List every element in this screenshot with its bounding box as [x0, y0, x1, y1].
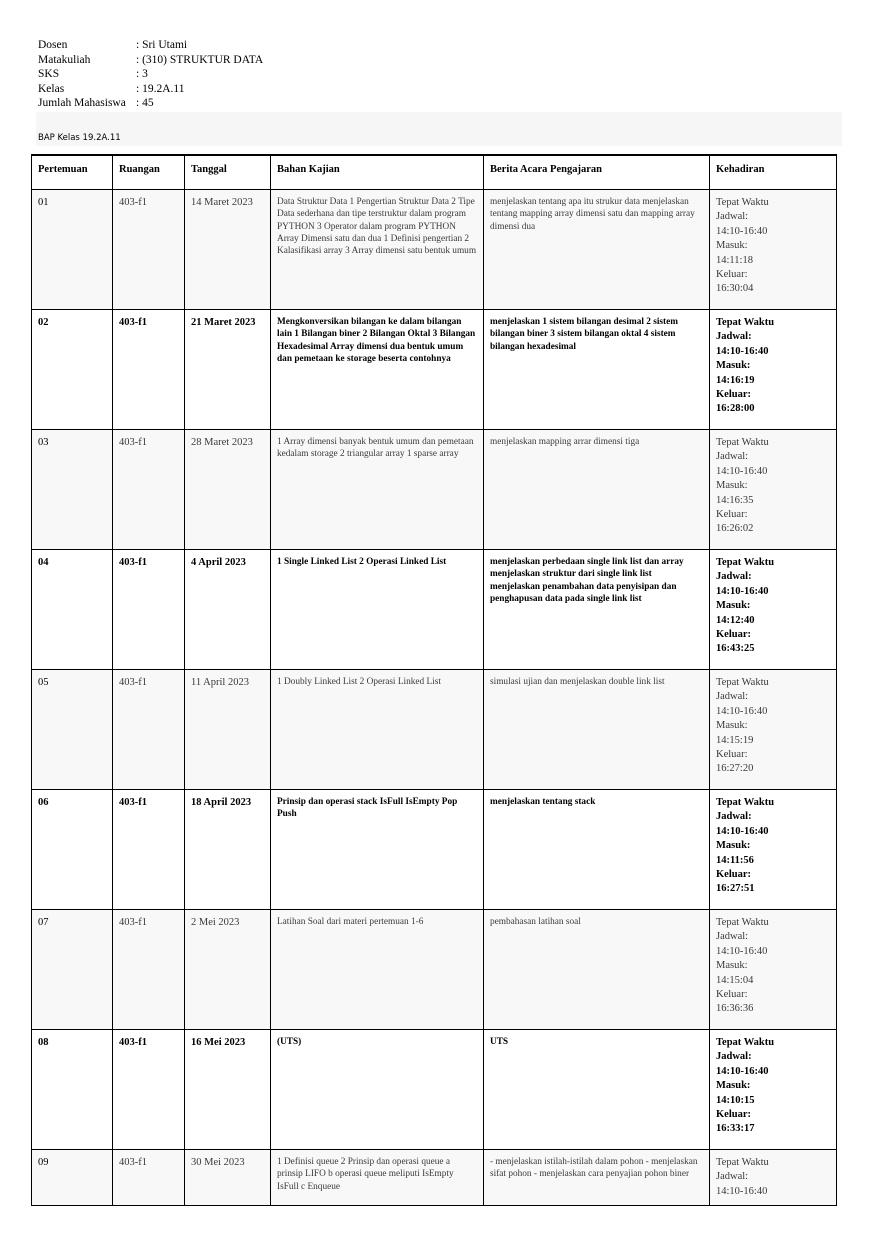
cell-ruangan: 403-f1: [113, 430, 185, 550]
bap-table: [31, 154, 837, 1206]
attendance-line: Masuk:: [716, 480, 748, 492]
cell-ruangan: 403-f1: [113, 670, 185, 790]
attendance-line: 14:10:15: [716, 1094, 755, 1106]
attendance-line: 16:43:25: [716, 643, 755, 655]
cell-tanggal: 21 Maret 2023: [185, 310, 271, 430]
attendance-line: Tepat Waktu: [716, 1037, 775, 1048]
cell-pertemuan: 08: [32, 1030, 113, 1150]
attendance-line: Tepat Waktu: [716, 917, 769, 928]
cell-kehadiran: [710, 910, 837, 1030]
cell-kehadiran: [710, 430, 837, 550]
cell-tanggal: 2 Mei 2023: [185, 910, 271, 1030]
cell-bahan-kajian: 1 Definisi queue 2 Prinsip dan operasi queue a prinsip LIFO b operasi queue meliputi IsEmpty IsFull c Enqueue: [271, 1150, 484, 1206]
info-label: Jumlah Mahasiswa: [38, 97, 126, 110]
info-label: Matakuliah: [38, 53, 91, 66]
table-header-row: [32, 155, 837, 190]
attendance-line: Jadwal:: [716, 211, 749, 223]
attendance-line: Tepat Waktu: [716, 797, 775, 808]
cell-berita-acara: pembahasan latihan soal: [484, 910, 710, 1030]
attendance-line: 14:10-16:40: [716, 345, 769, 357]
cell-bahan-kajian: 1 Single Linked List 2 Operasi Linked List: [271, 550, 484, 670]
cell-ruangan: 403-f1: [113, 1030, 185, 1150]
attendance-line: Masuk:: [716, 840, 751, 852]
cell-kehadiran: [710, 670, 837, 790]
attendance-line: Keluar:: [716, 749, 748, 761]
attendance-line: Keluar:: [716, 269, 748, 281]
attendance-line: Masuk:: [716, 240, 748, 252]
attendance-line: 14:10-16:40: [716, 225, 768, 237]
attendance-line: Masuk:: [716, 360, 751, 372]
table-row: [32, 550, 837, 670]
attendance-line: Keluar:: [716, 869, 751, 881]
attendance-line: 16:28:00: [716, 403, 755, 415]
cell-berita-acara: menjelaskan 1 sistem bilangan desimal 2 sistem bilangan biner 3 sistem bilangan oktal 4 sistem bilangan hexadesimal: [484, 310, 710, 430]
info-label: SKS: [38, 68, 60, 81]
attendance-line: Masuk:: [716, 1080, 751, 1092]
cell-ruangan: 403-f1: [113, 790, 185, 910]
cell-kehadiran: [710, 310, 837, 430]
attendance-line: 14:15:04: [716, 974, 754, 986]
attendance-line: 14:10-16:40: [716, 945, 768, 957]
attendance-line: Jadwal:: [716, 331, 752, 343]
cell-bahan-kajian: Prinsip dan operasi stack IsFull IsEmpty Pop Push: [271, 790, 484, 910]
attendance-line: Keluar:: [716, 989, 748, 1001]
attendance-line: Jadwal:: [716, 1051, 752, 1063]
attendance-line: Jadwal:: [716, 1171, 749, 1183]
attendance-line: Jadwal:: [716, 451, 749, 463]
info-row: [38, 38, 263, 53]
attendance-line: 16:27:20: [716, 763, 754, 775]
col-header-ruangan: Ruangan: [113, 155, 185, 190]
attendance-line: Tepat Waktu: [716, 317, 775, 328]
table-row: [32, 310, 837, 430]
cell-bahan-kajian: Latihan Soal dari materi pertemuan 1-6: [271, 910, 484, 1030]
info-value: : 45: [136, 97, 154, 110]
cell-tanggal: 11 April 2023: [185, 670, 271, 790]
attendance-line: 14:10-16:40: [716, 1065, 769, 1077]
table-row: [32, 670, 837, 790]
info-row: [38, 53, 263, 68]
attendance-line: Jadwal:: [716, 931, 749, 943]
attendance-line: Masuk:: [716, 600, 751, 612]
col-header-kehadiran: Kehadiran: [710, 155, 837, 190]
attendance-line: Jadwal:: [716, 571, 752, 583]
col-header-berita-acara: Berita Acara Pengajaran: [484, 155, 710, 190]
attendance-line: Masuk:: [716, 960, 748, 972]
cell-pertemuan: 05: [32, 670, 113, 790]
cell-kehadiran: [710, 550, 837, 670]
attendance-line: Masuk:: [716, 720, 748, 732]
cell-berita-acara: menjelaskan tentang stack: [484, 790, 710, 910]
cell-pertemuan: 09: [32, 1150, 113, 1206]
attendance-line: 16:30:04: [716, 283, 754, 295]
info-row: [38, 96, 263, 111]
info-value: : 3: [136, 68, 148, 81]
cell-tanggal: 14 Maret 2023: [185, 190, 271, 310]
cell-pertemuan: 06: [32, 790, 113, 910]
cell-bahan-kajian: 1 Doubly Linked List 2 Operasi Linked List: [271, 670, 484, 790]
cell-kehadiran: [710, 190, 837, 310]
section-title: BAP Kelas 19.2A.11: [38, 133, 121, 143]
attendance-line: 14:10-16:40: [716, 825, 769, 837]
attendance-line: 16:36:36: [716, 1003, 754, 1015]
cell-pertemuan: 02: [32, 310, 113, 430]
cell-pertemuan: 04: [32, 550, 113, 670]
attendance-line: Tepat Waktu: [716, 437, 769, 448]
cell-kehadiran: [710, 1150, 837, 1206]
attendance-line: 14:11:56: [716, 854, 754, 866]
info-row: [38, 67, 263, 82]
cell-tanggal: 16 Mei 2023: [185, 1030, 271, 1150]
info-label: Kelas: [38, 82, 65, 95]
attendance-line: 16:33:17: [716, 1123, 755, 1135]
cell-ruangan: 403-f1: [113, 310, 185, 430]
cell-ruangan: 403-f1: [113, 1150, 185, 1206]
cell-berita-acara: simulasi ujian dan menjelaskan double link list: [484, 670, 710, 790]
col-header-pertemuan: Pertemuan: [32, 155, 113, 190]
info-value: : (310) STRUKTUR DATA: [136, 53, 264, 66]
cell-ruangan: 403-f1: [113, 910, 185, 1030]
attendance-line: Tepat Waktu: [716, 1157, 769, 1168]
attendance-line: 14:16:35: [716, 494, 754, 506]
table-row: [32, 1030, 837, 1150]
header-band: [36, 112, 842, 146]
cell-berita-acara: menjelaskan tentang apa itu strukur data menjelaskan tentang mapping array dimensi satu dan mapping array dimensi dua: [484, 190, 710, 310]
attendance-line: 14:12:40: [716, 614, 755, 626]
cell-bahan-kajian: Data Struktur Data 1 Pengertian Struktur Data 2 Tipe Data sederhana dan tipe terstruktur dalam program PYTHON 3 Operator dalam program PYTHON Array Dimensi satu dan dua 1 Definisi pengertian 2 Kalasifikasi array 3 Array dimensi satu bentuk umum: [271, 190, 484, 310]
attendance-line: Keluar:: [716, 629, 751, 641]
table-row: [32, 430, 837, 550]
attendance-line: 14:10-16:40: [716, 1185, 768, 1197]
attendance-line: 14:15:19: [716, 734, 754, 746]
cell-bahan-kajian: (UTS): [271, 1030, 484, 1150]
table-row: [32, 190, 837, 310]
cell-ruangan: 403-f1: [113, 550, 185, 670]
table-row: [32, 790, 837, 910]
attendance-line: Jadwal:: [716, 811, 752, 823]
attendance-line: 14:11:18: [716, 254, 753, 266]
cell-tanggal: 18 April 2023: [185, 790, 271, 910]
cell-tanggal: 4 April 2023: [185, 550, 271, 670]
attendance-line: Keluar:: [716, 389, 751, 401]
col-header-bahan-kajian: Bahan Kajian: [271, 155, 484, 190]
attendance-line: 14:10-16:40: [716, 705, 768, 717]
cell-ruangan: 403-f1: [113, 190, 185, 310]
attendance-line: 16:26:02: [716, 523, 754, 535]
cell-berita-acara: menjelaskan perbedaan single link list dan array menjelaskan struktur dari single link list menjelaskan penambahan data penyisipan dan penghapusan data pada single link list: [484, 550, 710, 670]
attendance-line: Keluar:: [716, 1109, 751, 1121]
attendance-line: Tepat Waktu: [716, 197, 769, 208]
cell-tanggal: 30 Mei 2023: [185, 1150, 271, 1206]
cell-kehadiran: [710, 790, 837, 910]
table-row: [32, 910, 837, 1030]
attendance-line: Tepat Waktu: [716, 677, 769, 688]
attendance-line: 16:27:51: [716, 883, 755, 895]
table-row: [32, 1150, 837, 1206]
lecture-info: [38, 38, 263, 111]
cell-tanggal: 28 Maret 2023: [185, 430, 271, 550]
attendance-line: 14:16:19: [716, 374, 755, 386]
info-value: : 19.2A.11: [136, 82, 185, 95]
info-row: [38, 82, 263, 97]
attendance-line: 14:10-16:40: [716, 465, 768, 477]
cell-bahan-kajian: Mengkonversikan bilangan ke dalam bilangan lain 1 Bilangan biner 2 Bilangan Oktal 3 Bilangan Hexadesimal Array dimensi dua bentuk umum dan pemetaan ke storage beserta contohnya: [271, 310, 484, 430]
cell-bahan-kajian: 1 Array dimensi banyak bentuk umum dan pemetaan kedalam storage 2 triangular array 1 sparse array: [271, 430, 484, 550]
cell-kehadiran: [710, 1030, 837, 1150]
cell-berita-acara: UTS: [484, 1030, 710, 1150]
info-label: Dosen: [38, 39, 68, 51]
attendance-line: Jadwal:: [716, 691, 749, 703]
cell-pertemuan: 01: [32, 190, 113, 310]
cell-pertemuan: 07: [32, 910, 113, 1030]
info-value: : Sri Utami: [136, 39, 188, 51]
attendance-line: Tepat Waktu: [716, 557, 775, 568]
cell-pertemuan: 03: [32, 430, 113, 550]
col-header-tanggal: Tanggal: [185, 155, 271, 190]
cell-berita-acara: menjelaskan mapping arrar dimensi tiga: [484, 430, 710, 550]
cell-berita-acara: - menjelaskan istilah-istilah dalam pohon - menjelaskan sifat pohon - menjelaskan cara penyajian pohon biner: [484, 1150, 710, 1206]
attendance-line: 14:10-16:40: [716, 585, 769, 597]
attendance-line: Keluar:: [716, 509, 748, 521]
